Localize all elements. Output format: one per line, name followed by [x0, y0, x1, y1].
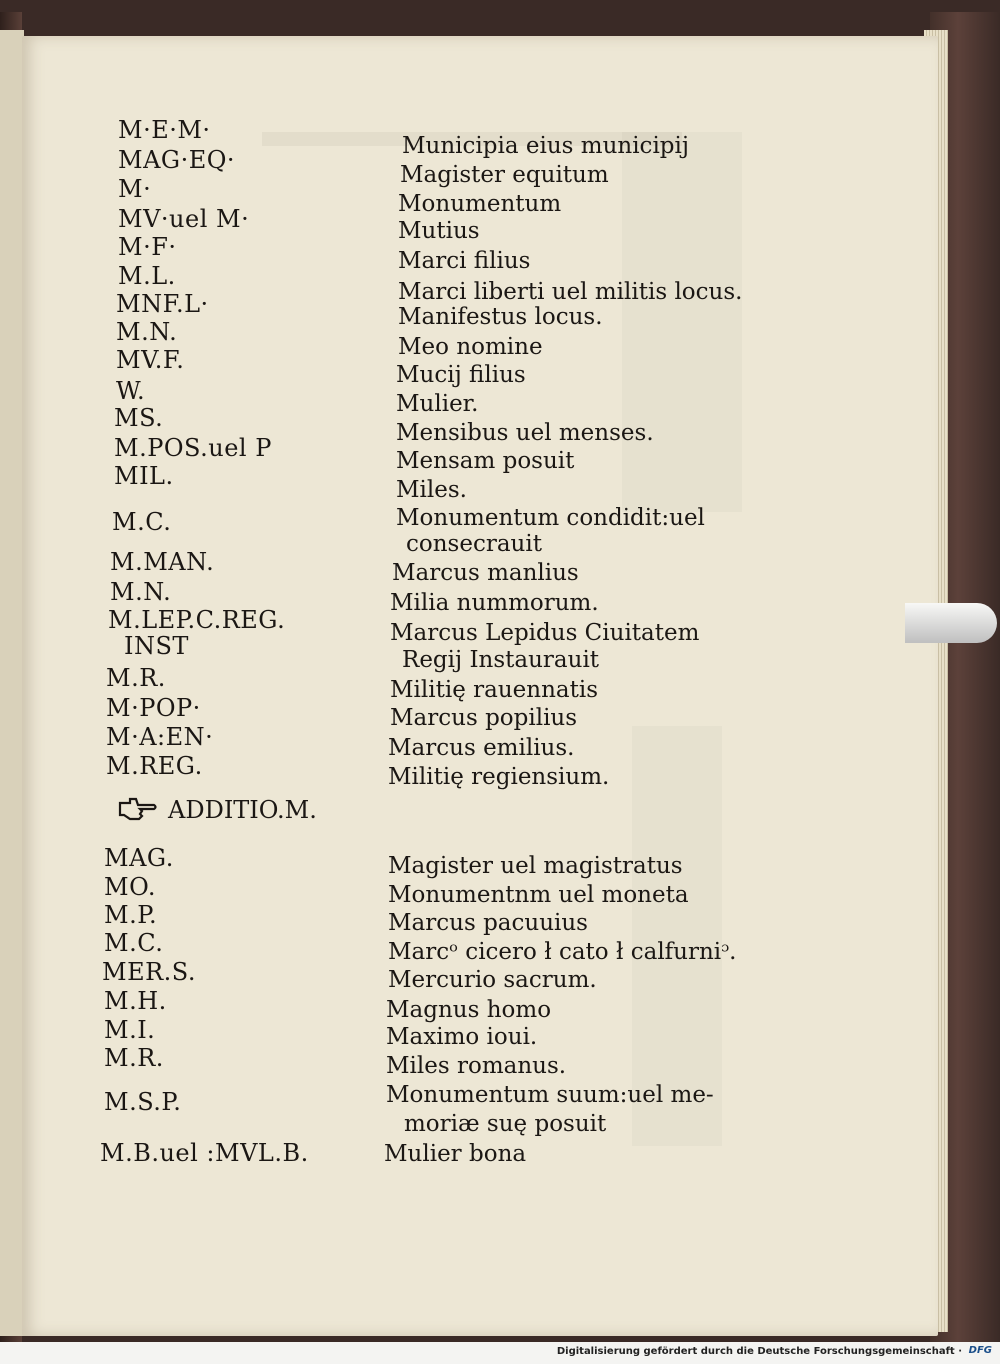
entry-expansion: Militię regiensium. [388, 764, 610, 790]
footer-credit: Digitalisierung gefördert durch die Deutsche Forschungsgemeinschaft · [556, 1346, 962, 1357]
entry-abbr: MV.F. [116, 346, 185, 374]
entry-expansion: Marcus manlius [392, 560, 579, 586]
entry-abbr: M·POP· [106, 694, 201, 722]
entry-continuation: Regij Instaurauit [402, 647, 600, 673]
entry-abbr: M.L. [118, 262, 176, 290]
additio-expansion: Mulier bona [384, 1141, 527, 1167]
entry-expansion: Milia nummorum. [390, 590, 599, 616]
entry-abbr: M.R. [106, 664, 166, 692]
additio-expansion: Mercurio sacrum. [388, 967, 597, 993]
additio-expansion: Magnus homo [386, 997, 552, 1023]
entry-expansion: Monumentum condidit:uel [396, 505, 705, 531]
entry-expansion: Municipia eius municipij [402, 133, 690, 159]
additio-expansion: Marcus pacuuius [388, 910, 588, 936]
entry-expansion: Mucij filius [396, 362, 526, 388]
entry-expansion: Marcus Lepidus Ciuitatem [390, 620, 700, 646]
entry-abbr: M.MAN. [110, 548, 215, 576]
entry-abbr: M.N. [110, 578, 172, 606]
additio-abbr: M.I. [104, 1016, 156, 1044]
entry-abbr: MIL. [114, 462, 174, 490]
entry-abbr-continuation: INST [124, 632, 189, 660]
additio-abbr: M.C. [104, 929, 164, 957]
entry-abbr: M.POS.uel P [114, 434, 272, 462]
entry-continuation: consecrauit [406, 531, 542, 557]
entry-abbr: MV·uel M· [118, 205, 250, 233]
additio-heading-text: ADDITIO.M. [168, 796, 317, 824]
entry-abbr: W. [116, 377, 146, 405]
entry-abbr: MAG·EQ· [118, 146, 236, 174]
additio-abbr: M.S.P. [104, 1088, 182, 1116]
entry-expansion: Marcus popilius [390, 705, 578, 731]
entry-abbr: MS. [114, 404, 164, 432]
dfg-logo: DFG [968, 1345, 992, 1356]
entry-expansion: Mensam posuit [396, 448, 575, 474]
additio-abbr: MER.S. [102, 958, 197, 986]
additio-abbr: M.R. [104, 1044, 164, 1072]
entry-abbr: M· [118, 175, 152, 203]
entry-abbr: M·F· [118, 233, 177, 261]
entry-expansion: Marcus emilius. [388, 735, 575, 761]
additio-abbr: MO. [104, 873, 156, 901]
additio-continuation: moriæ suę posuit [404, 1111, 607, 1137]
entry-expansion: Magister equitum [400, 162, 609, 188]
entry-abbr: M·E·M· [118, 116, 211, 144]
entry-expansion: Mulier. [396, 391, 479, 417]
entry-expansion: Marci liberti uel militis locus. [398, 279, 743, 305]
entry-abbr: M.C. [112, 508, 172, 536]
entry-abbr: MNF.L· [116, 290, 209, 318]
entry-abbr: M.LEP.C.REG. [108, 606, 286, 634]
additio-expansion: Monumentum suum:uel me- [386, 1082, 714, 1108]
entry-expansion: Marci filius [398, 248, 531, 274]
additio-abbr: M.P. [104, 901, 158, 929]
entry-expansion: Mensibus uel menses. [396, 420, 654, 446]
additio-expansion: Marcᵒ cicero ł cato ł calfurniᵓ. [388, 939, 737, 965]
additio-heading [118, 796, 317, 824]
entry-expansion: Meo nomine [398, 334, 543, 360]
additio-expansion: Miles romanus. [386, 1053, 567, 1079]
entry-expansion: Monumentum [398, 191, 562, 217]
entry-abbr: M.REG. [106, 752, 203, 780]
entry-abbr: M·A:EN· [106, 723, 214, 751]
entry-expansion: Manifestus locus. [398, 304, 603, 330]
additio-expansion: Maximo ioui. [386, 1024, 538, 1050]
additio-expansion: Monumentnm uel moneta [388, 882, 689, 908]
pointing-hand-icon [118, 797, 158, 823]
entry-expansion: Militię rauennatis [390, 677, 599, 703]
entry-expansion: Miles. [396, 477, 467, 503]
additio-abbr: MAG. [104, 844, 174, 872]
footer-bar [0, 1342, 1000, 1364]
additio-abbr: M.H. [104, 987, 167, 1015]
entry-expansion: Mutius [398, 218, 480, 244]
additio-expansion: Magister uel magistratus [388, 853, 683, 879]
additio-abbr: M.B.uel :MVL.B. [100, 1139, 309, 1167]
entry-abbr: M.N. [116, 318, 178, 346]
